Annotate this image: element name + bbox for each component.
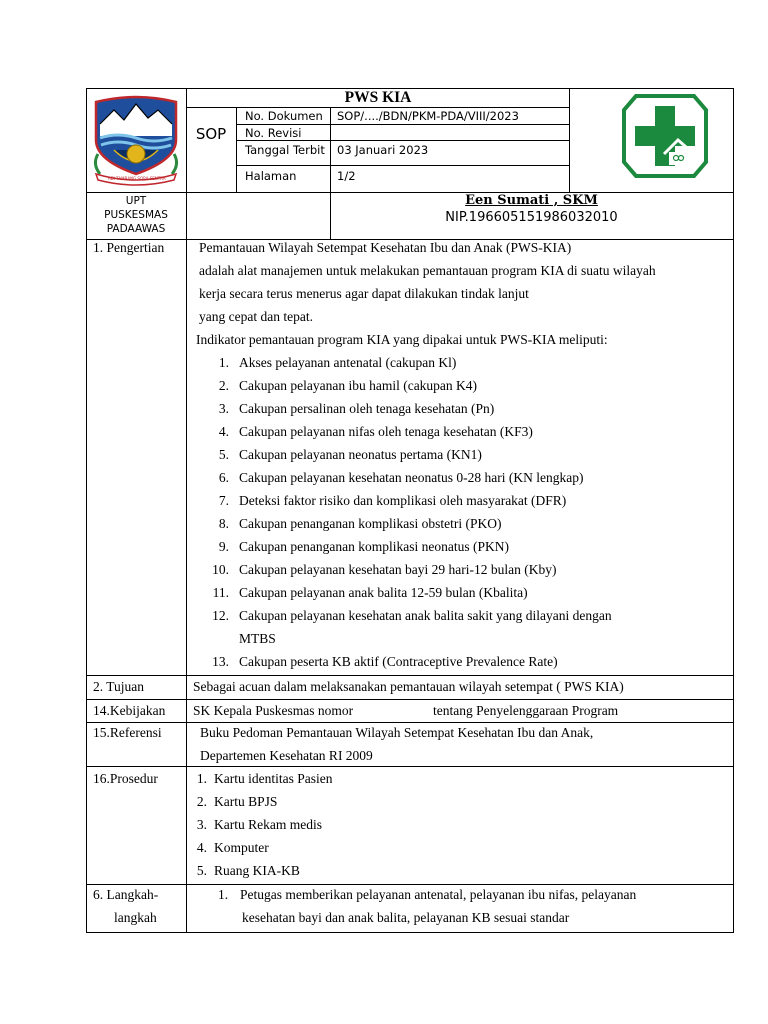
org-line-2: PUSKESMAS: [104, 209, 168, 221]
signer-nip: NIP.196605151986032010: [445, 210, 618, 225]
issue-date-label: Tanggal Terbit: [245, 143, 325, 157]
list-item: 5. Ruang KIA-KB: [196, 863, 300, 878]
langkah-step: [218, 883, 636, 929]
section-label-referensi: 15.Referensi: [93, 725, 162, 740]
prosedur-list: [193, 767, 593, 882]
definition-line: Pemantauan Wilayah Setempat Kesehatan Ibu dan Anak (PWS-KIA): [199, 240, 572, 255]
definition-paragraph: [199, 236, 656, 328]
list-item: 3. Cakupan persalinan oleh tenaga kesehatan (Pn): [218, 401, 495, 416]
sop-label: SOP: [195, 125, 227, 143]
doc-number-value: SOP/..../BDN/PKM-PDA/VIII/2023: [337, 109, 519, 123]
revision-label: No. Revisi: [245, 126, 302, 140]
referensi-line: Buku Pedoman Pemantauan Wilayah Setempat Kesehatan Ibu dan Anak,: [200, 725, 594, 740]
referensi-line: Departemen Kesehatan RI 2009: [200, 748, 373, 763]
list-item: 2. Cakupan pelayanan ibu hamil (cakupan K4): [218, 378, 478, 393]
list-item: 6. Cakupan pelayanan kesehatan neonatus 0-28 hari (KN lengkap): [218, 470, 584, 485]
indicator-list: [200, 351, 720, 673]
langkah-label-line-2: langkah: [114, 910, 157, 925]
logo-ribbon-text: ADI TAMBANG SORA SENTRA: [108, 176, 166, 181]
list-item: 11. Cakupan pelayanan anak balita 12-59 bulan (Kbalita): [212, 585, 528, 600]
issue-date-value: 03 Januari 2023: [337, 143, 429, 157]
langkah-step-number: 1.: [218, 887, 229, 902]
list-item: 13. Cakupan peserta KB aktif (Contraceptive Prevalence Rate): [212, 654, 558, 669]
list-item: 12. Cakupan pelayanan kesehatan anak balita sakit yang dilayani dengan: [212, 608, 612, 623]
definition-line: kerja secara terus menerus agar dapat dilakukan tindak lanjut: [199, 286, 529, 301]
section-label-tujuan: 2. Tujuan: [93, 679, 145, 694]
referensi-text: [200, 721, 593, 767]
indicator-intro: Indikator pemantauan program KIA yang dipakai untuk PWS-KIA meliputi:: [196, 332, 608, 347]
page-value: 1/2: [337, 169, 356, 183]
organization-name: [86, 194, 186, 236]
list-item: 4. Cakupan pelayanan nifas oleh tenaga kesehatan (KF3): [218, 424, 533, 439]
regency-emblem-logo: [88, 94, 184, 186]
list-item: 8. Cakupan penanganan komplikasi obstetri (PKO): [218, 516, 502, 531]
health-cross-logo: [622, 94, 708, 178]
doc-number-label: No. Dokumen: [245, 109, 323, 123]
section-label-prosedur: 16.Prosedur: [93, 771, 158, 786]
langkah-step-line: Petugas memberikan pelayanan antenatal, pelayanan ibu nifas, pelayanan: [240, 887, 637, 902]
list-item: 5. Cakupan pelayanan neonatus pertama (KN1): [218, 447, 482, 462]
signer-name: Een Sumati , SKM: [465, 193, 598, 208]
list-item: 7. Deteksi faktor risiko dan komplikasi oleh masyarakat (DFR): [218, 493, 567, 508]
document-title: PWS KIA: [344, 89, 412, 106]
org-line-3: PADAAWAS: [106, 223, 166, 235]
list-item: 9. Cakupan penanganan komplikasi neonatus (PKN): [218, 539, 509, 554]
tujuan-text: Sebagai acuan dalam melaksanakan pemantauan wilayah setempat ( PWS KIA): [193, 679, 624, 694]
list-item: 10. Cakupan pelayanan kesehatan bayi 29 hari-12 bulan (Kby): [212, 562, 557, 577]
definition-line: adalah alat manajemen untuk melakukan pemantauan program KIA di suatu wilayah: [199, 263, 656, 278]
section-label-kebijakan: 14.Kebijakan: [93, 703, 166, 718]
list-item: 4. Komputer: [196, 840, 269, 855]
list-item: 1. Kartu identitas Pasien: [196, 771, 333, 786]
org-line-1: UPT: [125, 195, 147, 207]
list-item: MTBS: [239, 631, 276, 646]
kebijakan-text-a: SK Kepala Puskesmas nomor: [193, 703, 354, 718]
langkah-label-line-1: 6. Langkah-: [93, 887, 159, 902]
definition-line: yang cepat dan tepat.: [199, 309, 313, 324]
list-item: 2. Kartu BPJS: [196, 794, 278, 809]
list-item: 1. Akses pelayanan antenatal (cakupan Kl): [218, 355, 457, 370]
langkah-step-line: kesehatan bayi dan anak balita, pelayanan KB sesuai standar: [242, 910, 570, 925]
section-label-pengertian: 1. Pengertian: [93, 240, 165, 255]
kebijakan-text-b: tentang Penyelenggaraan Program: [433, 703, 619, 718]
list-item: 3. Kartu Rekam medis: [196, 817, 322, 832]
page-label: Halaman: [245, 169, 297, 183]
section-label-langkah: [93, 883, 158, 929]
